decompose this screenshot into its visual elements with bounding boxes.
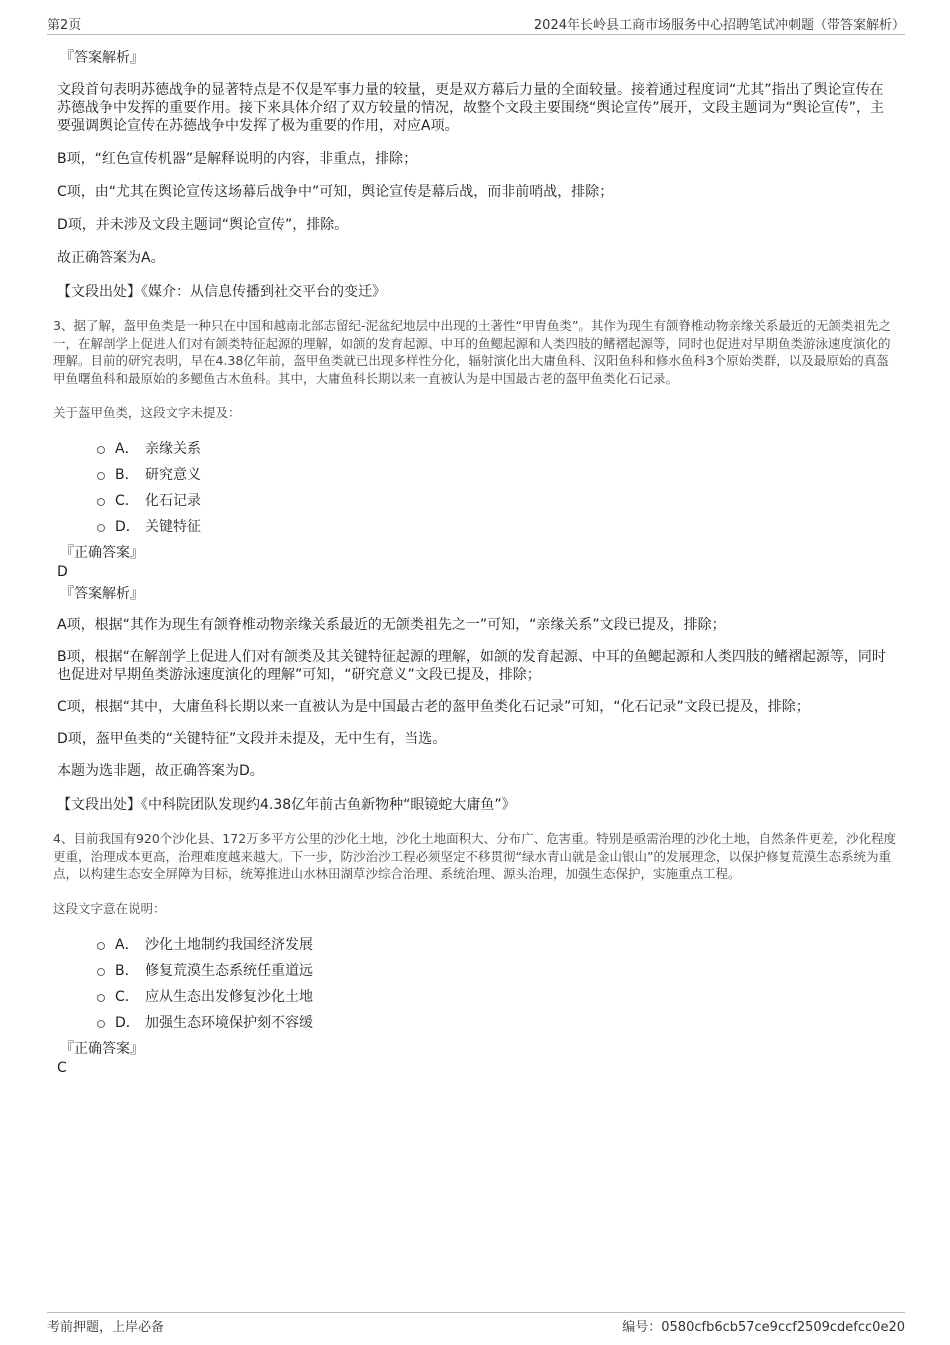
page-header — [47, 14, 905, 35]
q3-options — [97, 435, 897, 539]
radio-icon[interactable] — [97, 446, 105, 454]
q4-question-text: 4、目前我国有920个沙化县、172万多平方公里的沙化土地，沙化土地面积大、分布广、危害重。特别是亟需治理的沙化土地，自然条件更差，沙化程度更重，治理成本更高，治理难度越来越大。下一步，防沙治沙工程必须坚定不移贯彻“绿水青山就是金山银山”的发展理念，以保护修复荒漠生态系统为重点，以构建生态安全屏障为目标，统筹推进山水林田湖草沙综合治理、系统治理、源头治理，加强生态保护，实施重点工程。 — [53, 831, 897, 881]
q4-option-c[interactable] — [97, 983, 897, 1009]
q3-option-c[interactable] — [97, 487, 897, 513]
q2-analysis-para-3: C项，由“尤其在舆论宣传这场幕后战争中”可知，舆论宣传是幕后战，而非前哨战，排除； — [57, 184, 614, 200]
radio-icon[interactable] — [97, 524, 105, 532]
q4-option-d[interactable] — [97, 1009, 897, 1035]
page-footer — [47, 1312, 905, 1335]
footer-serial: 编号：0580cfb6cb57ce9ccf2509cdefcc0e20 — [622, 1320, 905, 1335]
q4-answer: C — [57, 1059, 67, 1076]
q4-prompt: 这段文字意在说明： — [53, 900, 166, 916]
page-number: 第2页 — [47, 18, 82, 33]
q2-source: 【文段出处】《媒介：从信息传播到社交平台的变迁》 — [57, 284, 386, 300]
option-text: 关键特征 — [145, 519, 201, 535]
option-text: 修复荒漠生态系统任重道远 — [145, 962, 313, 979]
q3-analysis-para-2: B项，根据“在解剖学上促进人们对有颌类及其关键特征起源的理解，如颌的发育起源、中耳的鱼鳃起源和人类四肢的鳍褶起源等，同时也促进对早期鱼类游泳速度演化的理解”可知，“研究意义”文段已提及，排除； — [57, 649, 886, 683]
q4-option-b[interactable] — [97, 957, 897, 983]
q4-option-a[interactable] — [97, 931, 897, 957]
q4-options — [97, 931, 897, 1035]
q3-source: 【文段出处】《中科院团队发现约4.38亿年前古鱼新物种“眼镜蛇大庸鱼”》 — [57, 797, 516, 813]
document-title: 2024年长岭县工商市场服务中心招聘笔试冲刺题（带答案解析） — [533, 18, 905, 33]
option-letter: B． — [115, 467, 139, 483]
footer-slogan: 考前押题，上岸必备 — [47, 1320, 165, 1335]
q3-prompt: 关于盔甲鱼类，这段文字未提及： — [53, 405, 241, 420]
q2-analysis-para-4: D项，并未涉及文段主题词“舆论宣传”，排除。 — [57, 217, 349, 233]
radio-icon[interactable] — [97, 498, 105, 506]
radio-icon[interactable] — [97, 942, 105, 950]
q3-answer: D — [57, 564, 68, 580]
q3-option-b[interactable] — [97, 461, 897, 487]
q2-analysis-conclusion: 故正确答案为A。 — [57, 250, 165, 266]
q3-option-d[interactable] — [97, 513, 897, 539]
option-text: 研究意义 — [145, 467, 201, 483]
radio-icon[interactable] — [97, 1020, 105, 1028]
q3-analysis-para-4: D项，盔甲鱼类的“关键特征”文段并未提及，无中生有，当选。 — [57, 731, 447, 747]
q3-analysis-para-1: A项，根据“其作为现生有颌脊椎动物亲缘关系最近的无颌类祖先之一”可知，“亲缘关系”文段已提及，排除； — [57, 617, 726, 633]
q2-analysis-label: 『答案解析』 — [60, 50, 144, 66]
radio-icon[interactable] — [97, 994, 105, 1002]
q3-correct-answer-label: 『正确答案』 — [60, 545, 144, 561]
q2-analysis-para-2: B项，“红色宣传机器”是解释说明的内容，非重点，排除； — [57, 151, 418, 167]
q2-analysis-para-1: 文段首句表明苏德战争的显著特点是不仅是军事力量的较量，更是双方幕后力量的全面较量。接着通过程度词“尤其”指出了舆论宣传在苏德战争中发挥的重要作用。接下来具体介绍了双方较量的情况，故整个文段主要围绕“舆论宣传”展开，文段主题词为“舆论宣传”，主要强调舆论宣传在苏德战争中发挥了极为重要的作用，对应A项。 — [57, 82, 885, 134]
option-text: 亲缘关系 — [145, 441, 201, 457]
option-text: 加强生态环境保护刻不容缓 — [145, 1014, 313, 1031]
option-letter: B． — [115, 962, 139, 979]
option-letter: C． — [115, 988, 139, 1005]
q3-analysis-conclusion: 本题为选非题，故正确答案为D。 — [57, 763, 264, 779]
option-letter: D． — [115, 1014, 140, 1031]
option-text: 化石记录 — [145, 493, 201, 509]
option-letter: C． — [115, 493, 139, 509]
option-letter: D． — [115, 519, 140, 535]
q3-analysis-label: 『答案解析』 — [60, 586, 144, 602]
q3-option-a[interactable] — [97, 435, 897, 461]
q3-question-text: 3、据了解，盔甲鱼类是一种只在中国和越南北部志留纪-泥盆纪地层中出现的土著性“甲胄鱼类”。其作为现生有颌脊椎动物亲缘关系最近的无颌类祖先之一，在解剖学上促进人们对有颌类特征起源的理解，如颌的发育起源、中耳的鱼鳃起源和人类四肢的鳍褶起源等，同时也促进对早期鱼类游泳速度演化的理解。目前的研究表明，早在4.38亿年前，盔甲鱼类就已出现多样性分化，辐射演化出大庸鱼科、汉阳鱼科和修水鱼科3个原始类群，以及最原始的真盔甲鱼曙鱼科和最原始的多鳃鱼古木鱼科。其中，大庸鱼科长期以来一直被认为是中国最古老的盔甲鱼类化石记录。 — [53, 318, 891, 386]
q4-correct-answer-label: 『正确答案』 — [60, 1040, 144, 1057]
option-letter: A． — [115, 936, 139, 953]
option-text: 应从生态出发修复沙化土地 — [145, 988, 313, 1005]
radio-icon[interactable] — [97, 472, 105, 480]
q3-analysis-para-3: C项，根据“其中，大庸鱼科长期以来一直被认为是中国最古老的盔甲鱼类化石记录”可知，“化石记录”文段已提及，排除； — [57, 699, 810, 715]
radio-icon[interactable] — [97, 968, 105, 976]
option-letter: A． — [115, 441, 139, 457]
option-text: 沙化土地制约我国经济发展 — [145, 936, 313, 953]
page-content — [53, 44, 897, 1077]
